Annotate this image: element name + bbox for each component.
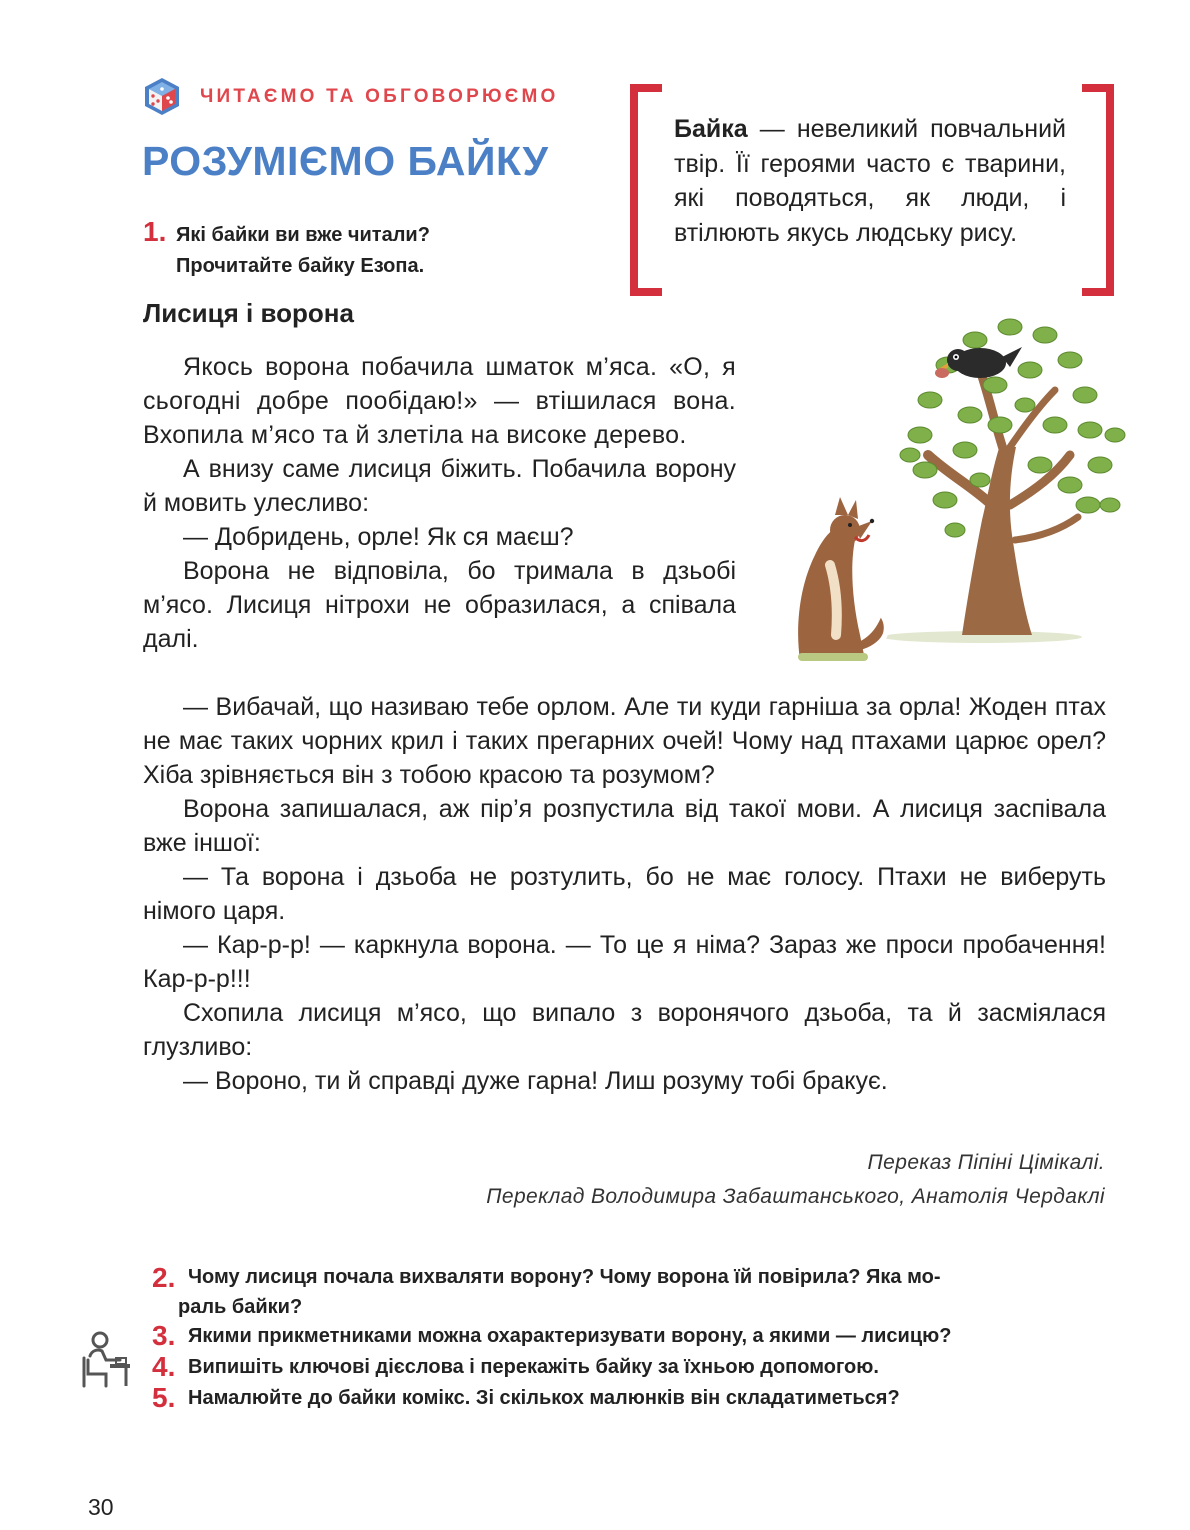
page-number: 30 <box>88 1494 114 1520</box>
credit-retelling: Переказ Піпіні Цімікалі. <box>867 1151 1105 1174</box>
question-1-line-2: Прочитайте байку Езопа. <box>176 255 425 277</box>
story-narrow-column <box>143 350 736 656</box>
story-paragraph-1: Якось ворона побачила шматок м’яса. «О, я сьогодні добре пообідаю!» — втішилася вона. Вхопила м’ясо та й злетіла на високе дерево. <box>143 353 736 449</box>
story-paragraph-6: Ворона запишалася, аж пір’я розпустила від такої мови. А лисиця заспівала вже іншої: <box>143 795 1106 857</box>
question-4-text: Випишіть ключові дієслова і перекажіть байку за їхньою допомогою. <box>188 1356 879 1378</box>
definition-text: — невеликий повчальний твір. Її героями часто є тварини, які поводяться, як люди, і втілюють якусь людську рису. <box>674 115 1066 247</box>
question-2-number: 2. <box>152 1262 176 1293</box>
story-paragraph-4: Ворона не відповіла, бо тримала в дзьобі м’ясо. Лисиця нітрохи не образилася, а співала далі. <box>143 557 736 653</box>
fox-and-crow-tree-illustration <box>770 305 1180 670</box>
question-1-text <box>176 220 430 282</box>
question-5-text: Намалюйте до байки комікс. Зі скількох малюнків він складатиметься? <box>188 1387 900 1409</box>
question-3-text: Якими прикметниками можна охарактеризувати ворону, а якими — лисицю? <box>188 1325 952 1347</box>
definition-bracket-right <box>1082 84 1114 296</box>
question-2-text: Чому лисиця почала вихваляти ворону? Чому ворона їй повірила? Яка мо- <box>188 1266 941 1288</box>
question-4-number: 4. <box>152 1351 176 1382</box>
question-1-number: 1. <box>143 216 167 247</box>
story-paragraph-8: — Кар-р-р! — каркнула ворона. — То це я німа? Зараз же проси пробачення! Кар-р-р!!! <box>143 931 1106 993</box>
story-paragraph-5: — Вибачай, що називаю тебе орлом. Але ти куди гарніша за орла! Жоден птах не має таких чорних крил і таких прегарних очей! Чому над птахами царює орел? Хіба зрівняється він з тобою красою та розумом? <box>143 693 1106 789</box>
credit-translation: Переклад Володимира Забаштанського, Анатолія Чердаклі <box>486 1185 1105 1208</box>
definition-box <box>674 112 1066 250</box>
story-paragraph-9: Схопила лисиця м’ясо, що випало з воронячого дзьоба, та й засміялася глузливо: <box>143 999 1106 1061</box>
lesson-title: РОЗУМІЄМО БАЙКУ <box>142 138 549 184</box>
section-label: ЧИТАЄМО ТА ОБГОВОРЮЄМО <box>200 86 559 107</box>
dice-cube-icon <box>142 76 182 116</box>
story-credits <box>300 1146 1105 1214</box>
question-5-number: 5. <box>152 1382 176 1413</box>
definition-term: Байка <box>674 115 748 143</box>
definition-bracket-left <box>630 84 662 296</box>
story-title: Лисиця і ворона <box>143 298 354 328</box>
question-1-line-1: Які байки ви вже читали? <box>176 224 430 246</box>
story-paragraph-10: — Вороно, ти й справді дуже гарна! Лиш розуму тобі бракує. <box>183 1067 888 1095</box>
question-3-number: 3. <box>152 1320 176 1351</box>
question-2-text-cont: раль байки? <box>178 1296 303 1318</box>
story-paragraph-7: — Та ворона і дзьоба не розтулить, бо не має голосу. Птахи не виберуть німого царя. <box>143 863 1106 925</box>
story-paragraph-3: — Добридень, орле! Як ся маєш? <box>183 523 574 551</box>
student-at-desk-icon <box>80 1330 134 1390</box>
story-wide-column <box>143 690 1106 1098</box>
story-paragraph-2: А внизу саме лисиця біжить. Побачила ворону й мовить улесливо: <box>143 455 736 517</box>
